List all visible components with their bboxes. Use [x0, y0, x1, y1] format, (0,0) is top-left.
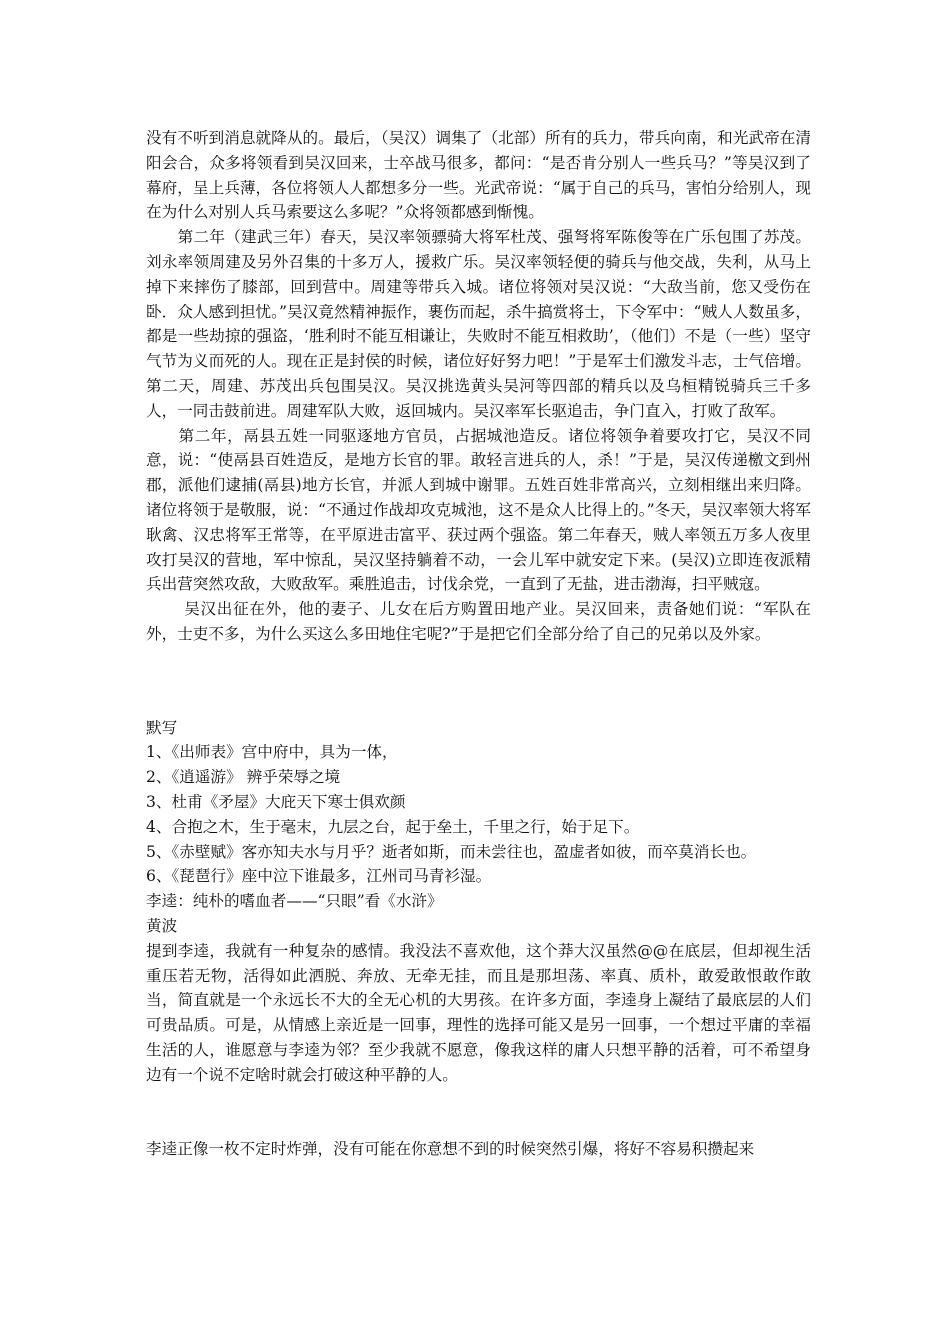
essay-author: 黄波: [146, 916, 178, 935]
essay-last-line: 李逵正像一枚不定时炸弹，没有可能在你意想不到的时候突然引爆，将好不容易积攒起来: [146, 1140, 755, 1159]
document-page: [146, 126, 811, 1162]
dictation-item: 6、《琵琶行》座中泣下谁最多，江州司马青衫湿。: [146, 867, 492, 886]
text-paragraph: 第二年（建武三年）春天，吴汉率领骠骑大将军杜茂、强弩将军陈俊等在广乐包围了苏茂。刘永率领周建及另外召集的十多万人，援救广乐。吴汉率领轻便的骑兵与他交战，失利，从马上掉下来摔伤了膝部，回到营中。周建等带兵入城。诸位将领对吴汉说：“大敌当前，您又受伤在卧．众人感到担忧。”吴汉竟然精神振作，裹伤而起，杀牛搞赏将士，下令军中：“贼人人数虽多，都是一些劫掠的强盗，‘胜利时不能互相谦让，失败时不能互相救助’，（他们）不是（一些）坚守气节为义而死的人。现在正是封侯的时候，诸位好好努力吧！”于是军士们激发斗志，士气倍增。第二天，周建、苏茂出兵包围吴汉。吴汉挑选黄头吴河等四部的精兵以及乌桓精锐骑兵三千多人，一同击鼓前进。周建军队大败，返回城内。吴汉率军长驱追击，争门直入，打败了敌军。: [146, 228, 811, 420]
dictation-item: 3、杜甫《矛屋》大庇天下寒士俱欢颜: [146, 792, 406, 811]
dictation-item: 5、《赤壁赋》客亦知夫水与月乎？逝者如斯，而未尝往也，盈虚者如彼，而卒莫消长也。: [146, 842, 757, 861]
essay-paragraph: 提到李逵，我就有一种复杂的感情。我没法不喜欢他，这个莽大汉虽然@@在底层，但却视生活重压若无物，活得如此洒脱、奔放、无牵无挂，而且是那坦荡、率真、质朴，敢爱敢恨敢作敢当，简直就是一个永远长不大的全无心机的大男孩。在许多方面，李逵身上凝结了最底层的人们可贵品质。可是，从情感上亲近是一回事，理性的选择可能又是另一回事，一个想过平庸的幸福生活的人，谁愿意与李逵为邻？至少我就不愿意，像我这样的庸人只想平静的活着，可不希望身边有一个说不定啥时就会打破这种平静的人。: [146, 941, 811, 1084]
spacer: [146, 691, 811, 716]
spacer: [146, 647, 811, 691]
essay-title: 李逵：纯朴的嗜血者——“只眼”看《水浒》: [146, 892, 443, 911]
dictation-item: 2、《逍遥游》 辨乎荣辱之境: [146, 768, 341, 787]
dictation-item: 1、《出师表》宫中府中，具为一体，: [146, 743, 398, 762]
dictation-heading: 默写: [146, 718, 178, 737]
text-paragraph: 吴汉出征在外，他的妻子、儿女在后方购置田地产业。吴汉回来，责备她们说：“军队在外，士吏不多，为什么买这么多田地住宅呢?”于是把它们全部分给了自己的兄弟以及外家。: [146, 600, 811, 643]
spacer: [146, 1112, 811, 1137]
dictation-item: 4、合抱之木，生于毫末，九层之台，起于垒土，千里之行，始于足下。: [146, 817, 640, 836]
text-paragraph: 没有不听到消息就降从的。最后，（吴汉）调集了（北部）所有的兵力，带兵向南，和光武帝在清阳会合，众多将领看到吴汉回来，士卒战马很多，都问：“是否肯分别人一些兵马？”等吴汉到了幕府，呈上兵薄，各位将领人人都想多分一些。光武帝说：“属于自己的兵马，害怕分给别人，现在为什么对别人兵马索要这么多呢？”众将领都感到惭愧。: [146, 129, 811, 222]
spacer: [146, 1087, 811, 1112]
text-paragraph: 第二年，鬲县五姓一同驱逐地方官员，占据城池造反。诸位将领争着要攻打它，吴汉不同意，说：“使鬲县百姓造反，是地方长官的罪。敢轻言进兵的人，杀！”于是，吴汉传递檄文到州郡，派他们逮捕(鬲县)地方长官，并派人到城中谢罪。五姓百姓非常高兴，立刻相继出来归降。诸位将领于是敬服，说：“不通过作战却攻克城池，这不是众人比得上的。”冬天，吴汉率领大将军耿禽、汉忠将军王常等，在平原进击富平、获过两个强盗。第二年春天，贼人率领五万多人夜里攻打吴汉的营地，军中惊乱，吴汉坚持躺着不动，一会儿军中就安定下来。(吴汉)立即连夜派精兵出营突然攻敌，大败敌军。乘胜追击，讨伐余党，一直到了无盐，进击渤海，扫平贼寇。: [146, 426, 811, 594]
